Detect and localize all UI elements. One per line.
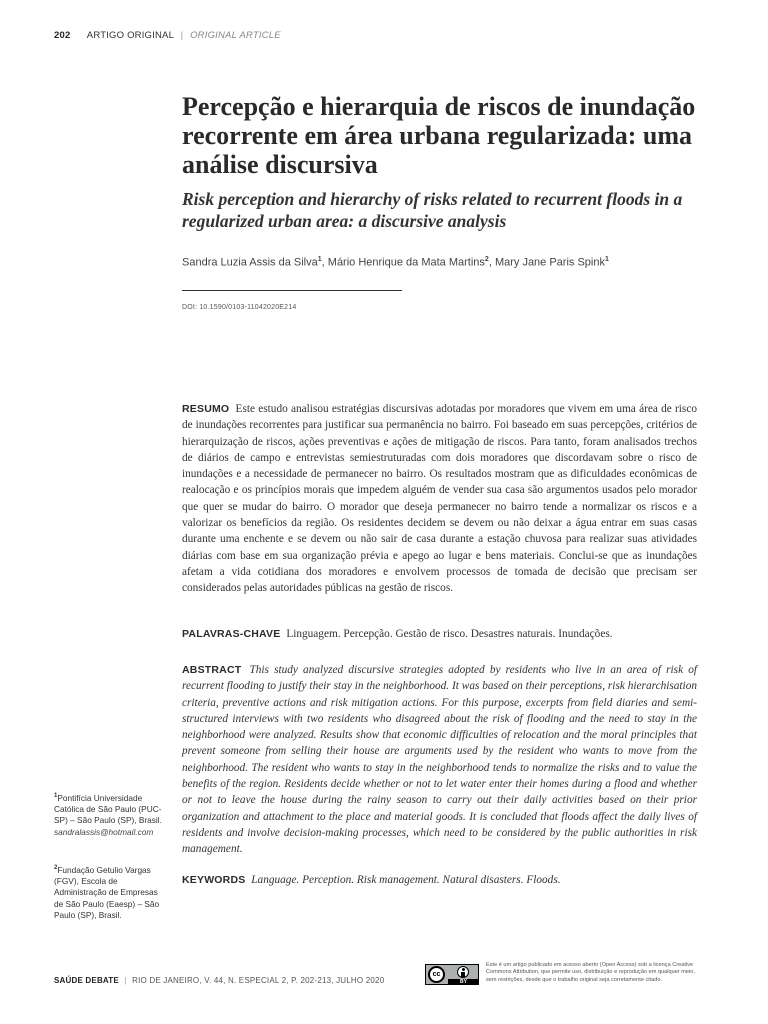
attribution-person-icon xyxy=(457,966,469,978)
author-affiliation-mark: 1 xyxy=(317,256,322,263)
cc-by-license-badge[interactable] xyxy=(425,964,479,985)
keywords-block xyxy=(182,872,697,888)
abstract-block xyxy=(182,662,697,858)
author-divider xyxy=(182,290,402,291)
affiliation-number: 1 xyxy=(54,793,58,799)
resumo-text: Este estudo analisou estratégias discursivas adotadas por moradores que vivem em uma área de risco de inundações recorrentes para justificar sua permanência no bairro. Foi baseado em suas percepções, critérios de hierarquização de riscos, ações preventivas e ações de mitigação de riscos. Para tanto, foram analisados trechos de diários de campo e entrevistas semiestruturadas com dois moradores que discordavam sobre o risco de inundações e a necessidade de permanecer no bairro. Os resultados mostram que as dificuldades econômicas de realocação e os princípios morais que impedem alguém de vender sua casa são argumentos usados pelo morador que quer se mudar do bairro. O morador que deseja permanecer no bairro tende a normalizar os riscos e a valorizar os benefícios da região. Os residentes decidem se devem ou não deixar a água entrar em suas casas durante uma enchente e se devem ou não sair de casa durante a estação chuvosa para realizar suas atividades diárias com base em sua organização prévia e apego ao lugar e bens materiais. Conclui-se que as inundações afetam a vida cotidiana dos moradores e envolvem processos de tomada de decisão que precisam ser considerados pelas autoridades públicas na gestão de riscos. xyxy=(182,403,697,595)
page-number: 202 xyxy=(54,30,71,41)
affiliation-text: Pontifícia Universidade Católica de São Paulo (PUC-SP) – São Paulo (SP), Brasil. xyxy=(54,792,162,826)
keywords-label: KEYWORDS xyxy=(182,874,246,886)
affiliation-number: 2 xyxy=(54,865,58,871)
author-affiliation-mark: 2 xyxy=(484,256,489,263)
license-text: Este é um artigo publicado em acesso aberto (Open Access) sob a licença Creative Commons Attribution, que permite uso, distribuição e reprodução em qualquer meio, sem restrições, desde que o trabalho original seja corretamente citado. xyxy=(486,962,695,983)
journal-name: SAÚDE DEBATE xyxy=(54,976,119,985)
keywords-text: Language. Perception. Risk management. Natural disasters. Floods. xyxy=(251,874,561,886)
affiliation-2 xyxy=(54,863,164,921)
creative-commons-icon: cc xyxy=(428,966,445,983)
palavras-chave-text: Linguagem. Percepção. Gestão de risco. Desastres naturais. Inundações. xyxy=(286,628,613,640)
author-email[interactable]: sandralassis@hotmail.com xyxy=(54,826,154,837)
author-name: Sandra Luzia Assis da Silva xyxy=(182,256,318,269)
header-separator: | xyxy=(180,30,184,41)
section-label-en: ORIGINAL ARTICLE xyxy=(190,30,281,41)
by-label: BY xyxy=(448,979,479,985)
citation-info: RIO DE JANEIRO, V. 44, N. ESPECIAL 2, P. 202-213, JULHO 2020 xyxy=(132,976,385,985)
affiliation-1 xyxy=(54,791,164,838)
affiliation-text: Fundação Getulio Vargas (FGV), Escola de Administração de Empresas de São Paulo (Eaesp) – São Paulo (SP), Brasil. xyxy=(54,864,160,920)
running-header xyxy=(54,30,281,41)
abstract-text: This study analyzed discursive strategies adopted by residents who live in an area of risk of recurrent flooding to justify their stay in the neighborhood. It was based on their perceptions, risk hierarchisation criteria, preventive actions and risk mitigation actions. For this purpose, excerpts from field diaries and semi-structured interviews with two residents who disagreed about the risk of flooding and the need to stay in the neighborhood were analyzed. Results show that economic difficulties of relocation and the moral principles that prevent someone from selling their house are arguments used by the resident who wants to move from the neighborhood. The resident who wants to stay in the neighborhood tends to normalize the risks and to value the benefits of the region. Residents decide whether or not to let water enter their homes during a flood and whether or not to leave the house during the rainy season to carry out their daily activities based on their prior organization and attachment to the place and material goods. It is concluded that floods affect the daily lives of residents and involve decision-making processes, which need to be considered by the public authorities in risk management. xyxy=(182,664,697,856)
section-label: ARTIGO ORIGINAL xyxy=(86,30,174,41)
footer-separator: | xyxy=(124,976,127,985)
author-name: Mary Jane Paris Spink xyxy=(494,256,605,269)
running-footer xyxy=(54,976,384,985)
abstract-label: ABSTRACT xyxy=(182,664,242,676)
author-name: Mário Henrique da Mata Martins xyxy=(327,256,485,269)
resumo-block xyxy=(182,401,697,597)
resumo-label: RESUMO xyxy=(182,403,230,415)
article-title-en: Risk perception and hierarchy of risks related to recurrent floods in a regularized urban area: a discursive analysis xyxy=(182,189,683,231)
palavras-chave-label: PALAVRAS-CHAVE xyxy=(182,628,281,640)
article-title: Percepção e hierarquia de riscos de inundação recorrente em área urbana regularizada: uma análise discursiva xyxy=(182,92,696,179)
author-separator: , xyxy=(321,256,328,269)
doi[interactable]: DOI: 10.1590/0103-11042020E214 xyxy=(182,304,297,311)
palavras-chave-block xyxy=(182,626,697,642)
author-affiliation-mark: 1 xyxy=(604,256,609,263)
author-separator: , xyxy=(488,256,495,269)
author-list xyxy=(182,256,609,269)
